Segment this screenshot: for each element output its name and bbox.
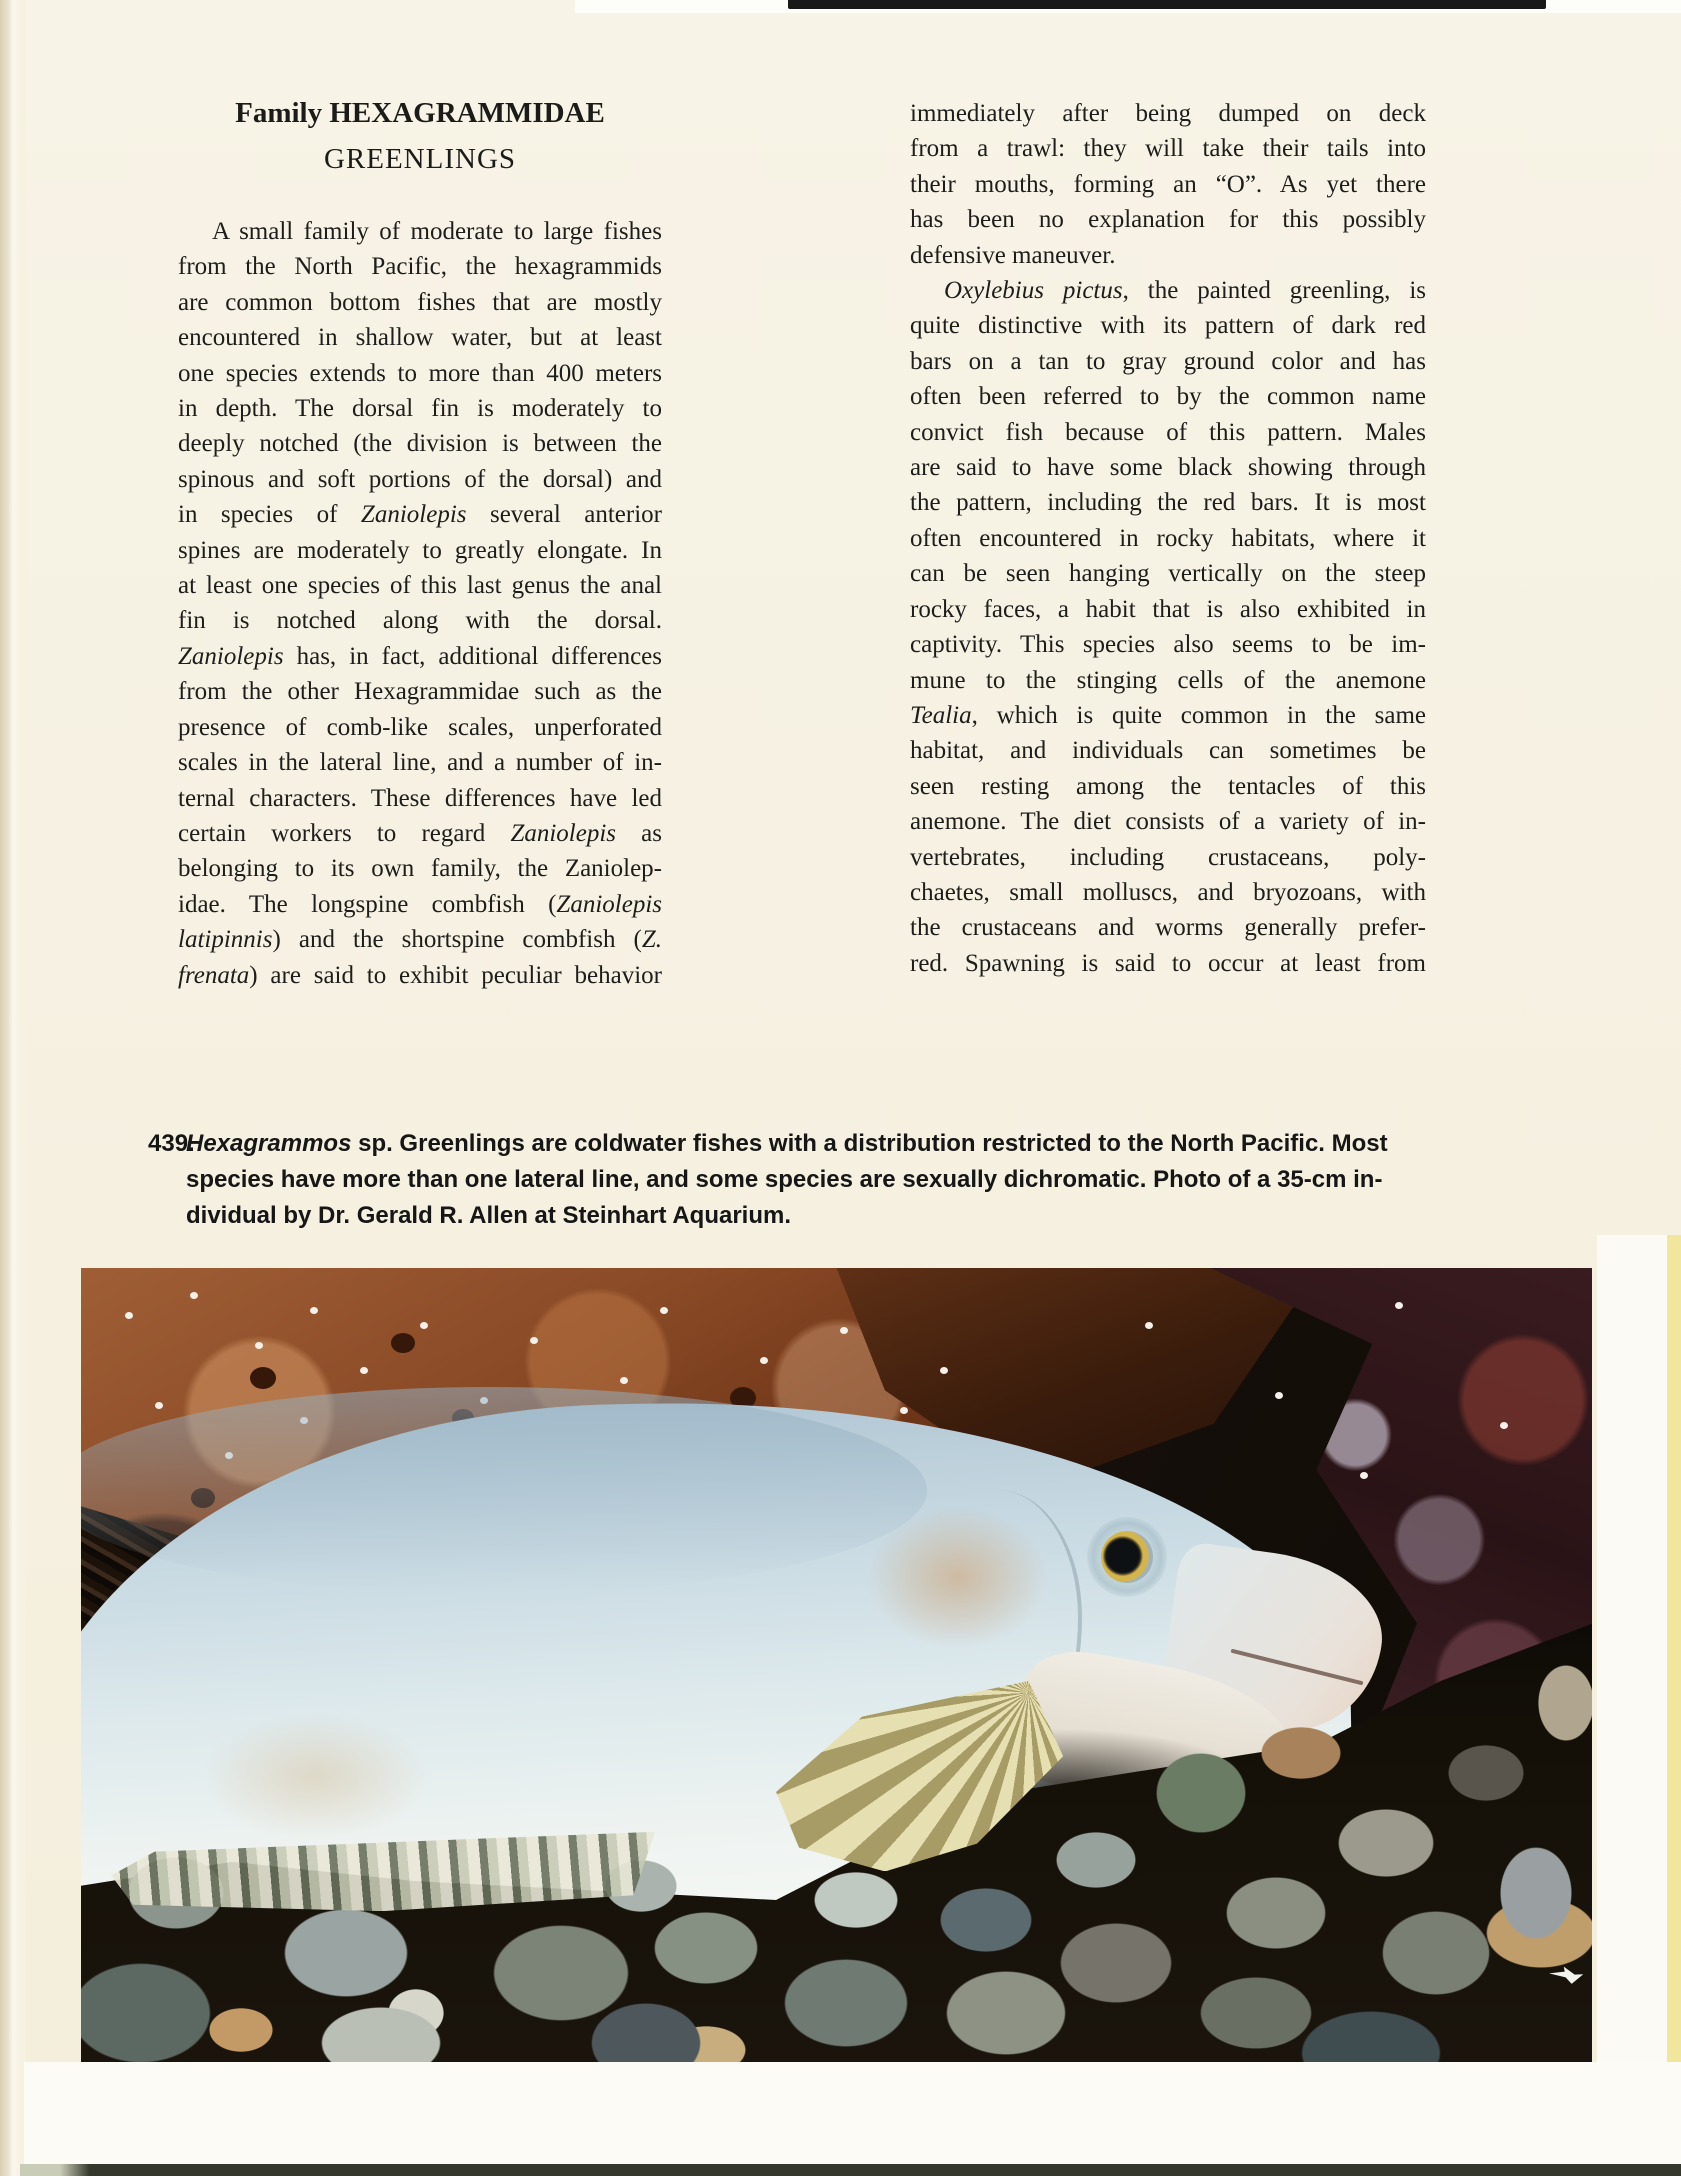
text-line: deeply notched (the division is between the [178, 430, 662, 458]
text-line: species have more than one lateral line, and some species are sexually dichromatic. Photo of a 35-cm in- [186, 1166, 1383, 1193]
text-line: often been referred to by the common name [910, 383, 1426, 411]
text-line: in species of Zaniolepis several anterior [178, 501, 662, 529]
text-line: are said to have some black showing through [910, 454, 1426, 482]
figure-caption-text [186, 1126, 1552, 1234]
text-line: bars on a tan to gray ground color and has [910, 347, 1426, 375]
text-line: the pattern, including the red bars. It is most [910, 489, 1426, 517]
right-text-column [910, 96, 1426, 981]
text-line: A small family of moderate to large fishes [212, 218, 662, 245]
text-line: certain workers to regard Zaniolepis as [178, 819, 662, 847]
text-line: mune to the stinging cells of the anemone [910, 666, 1426, 694]
text-line: vertebrates, including crustaceans, poly- [910, 843, 1426, 871]
text-line: fin is notched along with the dorsal. [178, 607, 662, 635]
family-heading: Family HEXAGRAMMIDAE [235, 97, 605, 129]
text-line: in depth. The dorsal fin is moderately to [178, 395, 662, 423]
text-line: habitat, and individuals can sometimes be [910, 737, 1426, 765]
text-line: Oxylebius pictus, the painted greenling, is [944, 277, 1426, 305]
page-left-edge [0, 0, 26, 2176]
text-line: captivity. This species also seems to be im- [910, 631, 1426, 659]
scan-top-dark-bar [788, 0, 1546, 9]
pebbles [81, 1268, 1592, 2062]
text-line: can be seen hanging vertically on the steep [910, 560, 1426, 588]
text-line: are common bottom fishes that are mostly [178, 288, 662, 316]
section-heading [178, 90, 662, 182]
scan-bottom-strip [24, 2062, 1681, 2176]
text-line: belonging to its own family, the Zaniolep- [178, 855, 662, 883]
scan-bottom-dark-bar [20, 2164, 1681, 2176]
text-line: encountered in shallow water, but at least [178, 324, 662, 352]
text-line: has been no explanation for this possibly [910, 206, 1426, 234]
text-line: seen resting among the tentacles of this [910, 772, 1426, 800]
text-line: quite distinctive with its pattern of dark red [910, 312, 1426, 340]
text-line: scales in the lateral line, and a number of in- [178, 749, 662, 777]
text-line: anemone. The diet consists of a variety of in- [910, 808, 1426, 836]
text-line: spinous and soft portions of the dorsal) and [178, 465, 662, 493]
text-line: dividual by Dr. Gerald R. Allen at Steinhart Aquarium. [186, 1202, 792, 1229]
text-line: rocky faces, a habit that is also exhibited in [910, 595, 1426, 623]
text-line: presence of comb-like scales, unperforated [178, 713, 662, 741]
text-line: Hexagrammos sp. Greenlings are coldwater fishes with a distribution restricted to the North Pacific. Most [186, 1130, 1388, 1157]
text-line: spines are moderately to greatly elongate. In [178, 536, 662, 564]
left-text-column [178, 214, 662, 993]
text-line: often encountered in rocky habitats, where it [910, 524, 1426, 552]
text-line: idae. The longspine combfish (Zaniolepis [178, 890, 662, 918]
figure-number: 439. [148, 1130, 195, 1157]
text-line: the crustaceans and worms generally prefer- [910, 914, 1426, 942]
scan-right-yellow-edge [1667, 1235, 1681, 2176]
text-line: ternal characters. These differences have led [178, 784, 662, 812]
fish-eye [1101, 1531, 1153, 1583]
text-line: at least one species of this last genus the anal [178, 572, 662, 600]
text-line: frenata) are said to exhibit peculiar behavior [178, 961, 662, 989]
text-line: Tealia, which is quite common in the same [910, 701, 1426, 729]
text-line: chaetes, small molluscs, and bryozoans, with [910, 878, 1426, 906]
text-line: their mouths, forming an “O”. As yet there [910, 170, 1426, 198]
text-line: immediately after being dumped on deck [910, 100, 1426, 127]
text-line: from the other Hexagrammidae such as the [178, 678, 662, 706]
text-line: Zaniolepis has, in fact, additional differences [178, 642, 662, 670]
common-name-heading: GREENLINGS [323, 143, 517, 175]
text-line: defensive maneuver. [910, 241, 1116, 269]
text-line: latipinnis) and the shortspine combfish (Z. [178, 926, 662, 954]
text-line: from a trawl: they will take their tails into [910, 135, 1426, 163]
text-line: convict fish because of this pattern. Males [910, 418, 1426, 446]
text-line: red. Spawning is said to occur at least from [910, 949, 1426, 977]
fish-photo [81, 1268, 1592, 2062]
text-line: one species extends to more than 400 meters [178, 359, 662, 387]
figure-caption [148, 1126, 1552, 1234]
text-line: from the North Pacific, the hexagrammids [178, 253, 662, 281]
